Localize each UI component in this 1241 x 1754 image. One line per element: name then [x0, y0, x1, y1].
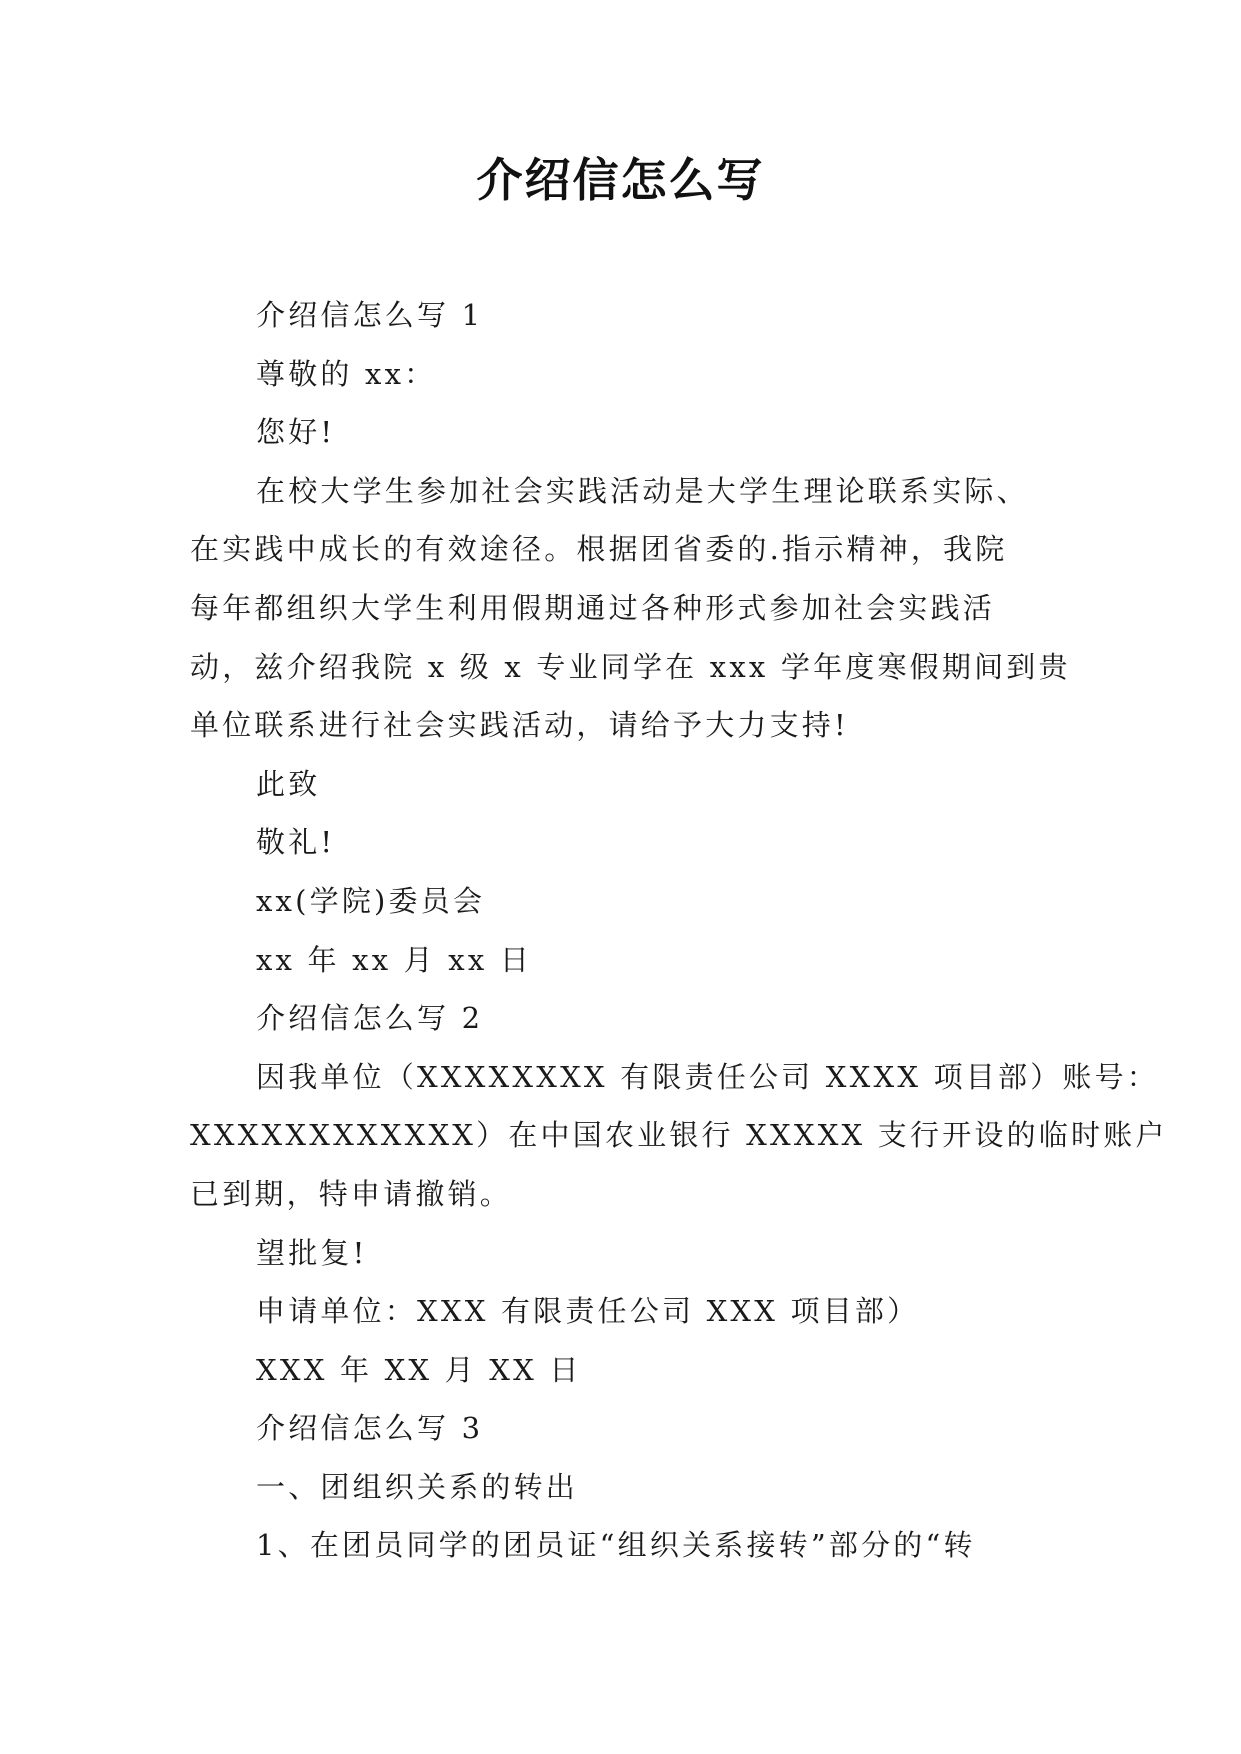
document-body — [190, 286, 1168, 1575]
body-line: 您好! — [256, 415, 336, 450]
body-line: 望批复! — [256, 1235, 368, 1270]
body-line: 此致 — [256, 766, 321, 801]
body-line: 尊敬的 xx： — [256, 356, 437, 391]
body-line: 介绍信怎么写 3 — [256, 1411, 484, 1446]
body-line: 因我单位（XXXXXXXX 有限责任公司 XXXX 项目部）账号： — [256, 1059, 1160, 1094]
body-line: 介绍信怎么写 1 — [256, 298, 484, 332]
document-title: 介绍信怎么写 — [476, 153, 765, 207]
body-line: 动，兹介绍我院 x 级 x 专业同学在 xxx 学年度寒假期间到贵 — [190, 649, 1071, 684]
body-line: 单位联系进行社会实践活动，请给予大力支持! — [190, 708, 849, 743]
body-line: 敬礼! — [256, 825, 336, 860]
body-line: 介绍信怎么写 2 — [256, 1001, 484, 1036]
body-line: xx 年 xx 月 xx 日 — [256, 942, 533, 977]
body-line: 已到期，特申请撤销。 — [190, 1176, 513, 1211]
body-line: 一、团组织关系的转出 — [256, 1469, 579, 1504]
body-line: 在实践中成长的有效途径。根据团省委的.指示精神，我院 — [190, 532, 1008, 567]
body-line: 1、在团员同学的团员证“组织关系接转”部分的“转 — [256, 1528, 976, 1563]
body-line: xx(学院)委员会 — [256, 883, 486, 918]
body-line: XXXXXXXXXXXX）在中国农业银行 XXXXX 支行开设的临时账户 — [190, 1118, 1168, 1153]
body-line: 在校大学生参加社会实践活动是大学生理论联系实际、 — [256, 473, 1029, 508]
body-line: 申请单位：XXX 有限责任公司 XXX 项目部） — [256, 1294, 920, 1329]
body-line: XXX 年 XX 月 XX 日 — [256, 1352, 582, 1387]
body-line: 每年都组织大学生利用假期通过各种形式参加社会实践活 — [190, 590, 996, 625]
